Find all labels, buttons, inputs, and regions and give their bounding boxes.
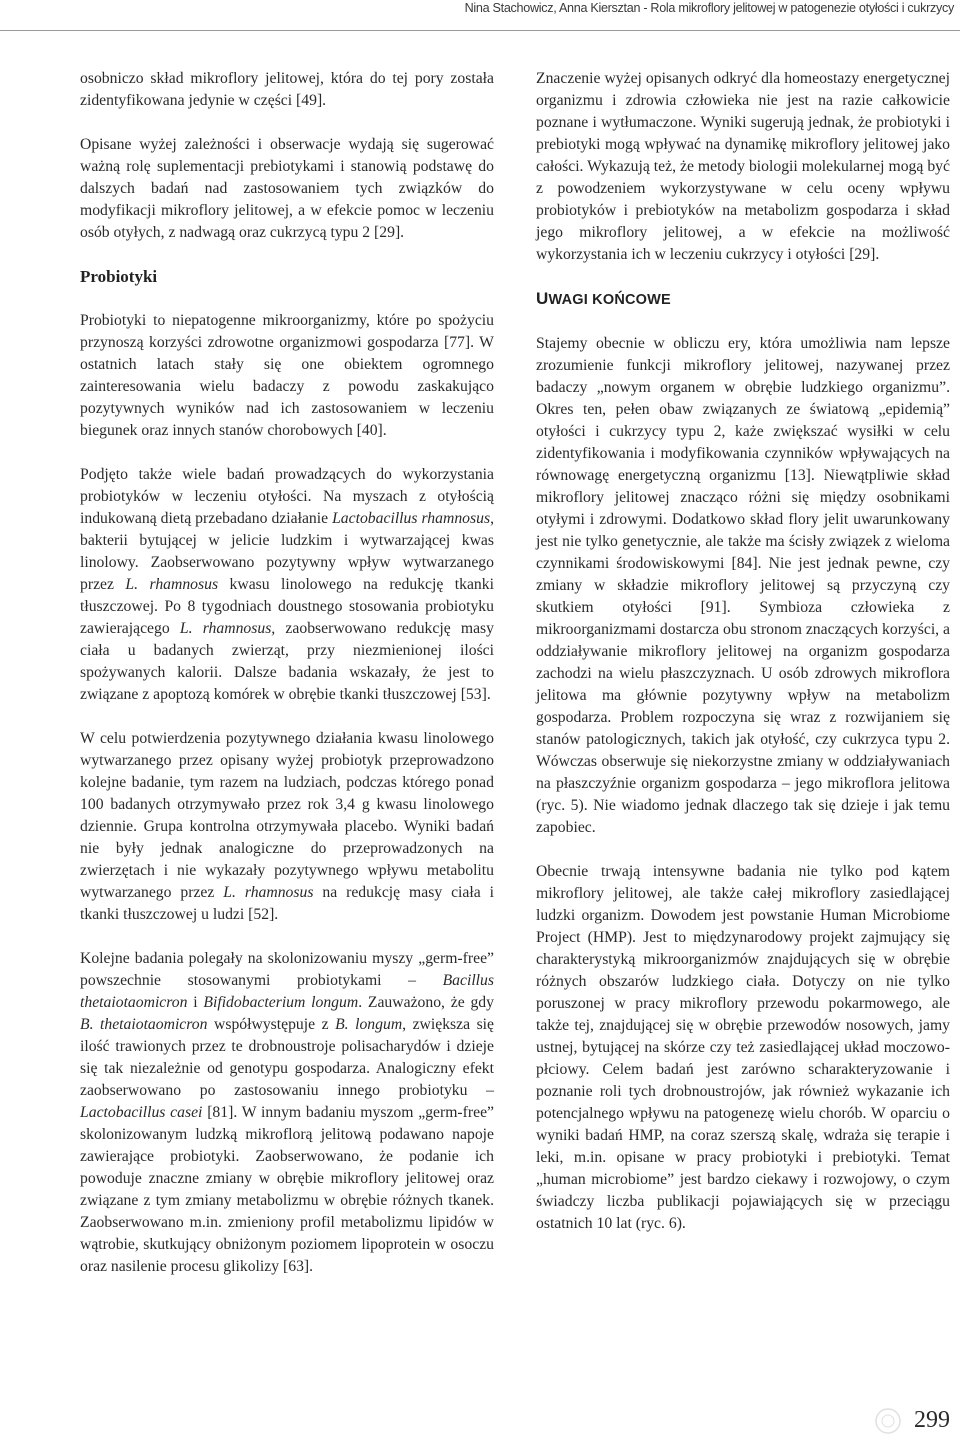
- text-run: , bakterii bytującej w jelicie ludzkim i wytwarzającej kwas linolowy. Zaobserwowano pozytywny wpływ wytwarzanego przez: [80, 510, 494, 593]
- species-name: B. longum: [335, 1016, 403, 1033]
- text-run: na redukcję masy ciała i tkanki tłuszczowej u ludzi [52].: [80, 884, 494, 923]
- text-run: współwystępuje z: [207, 1016, 336, 1033]
- right-column: [536, 68, 950, 1235]
- paragraph-intro: osobniczo skład mikroflory jelitowej, która do tej pory została zidentyfikowana jedynie w części [49].: [80, 70, 494, 109]
- paragraph-conclusions: Stajemy obecnie w obliczu ery, która umożliwia nam lepsze zrozumienie funkcji mikroflory jelitowej, nazywanej przez badaczy „nowym organem w obrębie ludzkiego organizmu”. Okres ten, pełen obaw związanych ze światową „epidemią” otyłości i cukrzycy typu 2, każe zwiększać wysiłki w celu zidentyfikowania i modyfikowania czynników wpływających na równowagę energetyczną organizmu [13]. Niewątpliwie skład mikroflory jelitowej znacząco różni się między osobnikami otyłymi i zdrowymi. Dodatkowo skład flory jelit uwarunkowany jest nie tylko genetycznie, ale także ma ścisły związek z wieloma czynnikami środowiskowymi [84]. Nie jest jednak pewne, czy zmiany w składzie mikroflory jelitowej są przyczyną czy skutkiem otyłości [91]. Symbioza człowieka z mikroorganizmami dostarcza obu stronom znaczących korzyści, a oddziaływanie mikroflory jelitowej na organizm gospodarza zachodzi na wielu płaszczyznach. U osób zdrowych mikroflora jelitowa ma głównie pozytywny wpływ na metabolizm gospodarza. Problem rozpoczyna się wraz z rozwijaniem się stanów patologicznych, takich jak otyłość, czy cukrzyca typu 2. Wówczas obserwuje się niekorzystne zmiany w oddziaływaniach na płaszczyźnie organizm gospodarza – jego mikroflora jelitowa (ryc. 5). Nie wiadomo jednak dlaczego tak się dzieje i jak temu zapobiec.: [536, 335, 950, 836]
- watermark-icon: [868, 1406, 908, 1436]
- species-name: L. rhamnosus: [223, 884, 314, 901]
- species-name: Bacillus thetaiotaomicron: [80, 972, 494, 1011]
- paragraph-human-study: [80, 728, 494, 926]
- text-run: Kolejne badania polegały na skolonizowaniu myszy „germ-free” powszechnie stosowanymi probiotykami –: [80, 950, 494, 989]
- paragraph-germ-free-mice: [80, 948, 494, 1278]
- paragraph-significance: Znaczenie wyżej opisanych odkryć dla homeostazy energetycznej organizmu i zdrowia człowieka nie jest na razie całkowicie poznane i wytłumaczone. Wyniki sugerują jednak, że probiotyki i prebiotyki mogą wpływać na dynamikę mikroflory jelitowej jako całości. Wykazują też, że metody biologii molekularnej mogą być z powodzeniem wykorzystywane w celu oceny wpływu probiotyków i prebiotyków na metabolizm gospodarza i skład jego mikroflory jelitowej, a w efekcie na możliwość wykorzystania ich w leczeniu cukrzycy i otyłości [29].: [536, 70, 950, 263]
- species-name: Lactobacillus casei: [80, 1104, 203, 1121]
- running-head: [0, 0, 960, 38]
- paragraph-hmp: Obecnie trwają intensywne badania nie tylko pod kątem mikroflory jelitowej, ale także całej mikroflory zasiedlającej ludzki organizm. Dowodem jest powstanie Human Microbiome Project (HMP). Jest to międzynarodowy projekt zajmujący się charakterystyką mikroorganizmów znajdujących się w obrębie różnych obszarów ludzkiego ciała. Dotyczy on nie tylko poruszonej w pracy mikroflory przewodu pokarmowego, ale także tej, znajdującej się w obrębie przewodów nosowych, jamy ustnej, bytującej na skórze czy też zasiedlającej układ moczowo-płciowy. Celem badań jest zarówno scharakteryzowanie i poznanie roli tych drobnoustrojów, jak również wykazanie ich potencjalnego wpływu na patogenezę wielu chorób. W oparciu o wyniki badań HMP, na coraz szerszą skalę, wdraża się terapie i leki, m.in. opisane w pracy probiotyki i prebiotyki. Temat „human microbiome” jest bardzo ciekawy i rozwojowy, o czym świadczy liczba publikacji pojawiających się w przeciągu ostatnich 10 lat (ryc. 6).: [536, 863, 950, 1232]
- text-run: zaobserwowano redukcję masy ciała u badanych zwierząt, przy niezmienionej ilości spożywanych kalorii. Dalsze badania wskazały, że jest to związane z apoptozą komórek w obrębie tkanki tłuszczowej [53].: [80, 620, 494, 703]
- text-run: [81]. W innym badaniu myszom „germ-free” skolonizowanym ludzką mikroflorą jelitową podawano napoje zawierające probiotyki. Zaobserwowano, że podanie ich powoduje znaczne zmiany w obrębie mikroflory jelitowej oraz związane z tym zmiany metabolizmu w obrębie różnych tkanek. Zaobserwowano m.in. zmieniony profil metabolizmu lipidów w wątrobie, skutkujący obniżonym poziomem lipoprotein w osoczu oraz nasilenie procesu glikolizy [63].: [80, 1104, 494, 1275]
- text-run: kwasu linolowego na redukcję tkanki tłuszczowej. Po 8 tygodniach doustnego stosowania probiotyku zawierającego: [80, 576, 494, 637]
- species-name: Lactobacillus rhamnosus: [332, 510, 491, 527]
- species-name: Bifidobacterium longum: [203, 994, 359, 1011]
- left-column: [80, 68, 494, 1278]
- text-run: Podjęto także wiele badań prowadzących do wykorzystania probiotyków w leczeniu otyłości. Na myszach z otyłością indukowaną dietą przebadano działanie: [80, 466, 494, 527]
- species-name: B. thetaiotaomicron: [80, 1016, 208, 1033]
- species-name: L. rhamnosus,: [179, 620, 276, 637]
- text-run: , zwiększa się ilość trawionych przez te drobnoustroje polisacharydów i dzieje się tak niezależnie od genotypu gospodarza. Analogiczny efekt zaobserwowano po zastosowaniu innego probiotyku –: [80, 1016, 495, 1099]
- heading-rest: WAGI KOŃCOWE: [548, 292, 671, 308]
- paragraph-prebiotics-summary: Opisane wyżej zależności i obserwacje wydają się sugerować ważną rolę suplementacji prebiotykami i stanowią podstawę do dalszych badań nad zastosowaniem tych związków do modyfikacji mikroflory jelitowej, a w efekcie pomoc w leczeniu osób otyłych, z nadwagą oraz cukrzycą typu 2 [29].: [80, 136, 494, 241]
- section-heading-probiotyki: Probiotyki: [80, 267, 158, 286]
- section-heading-uwagi-koncowe: [536, 288, 950, 311]
- heading-initial: U: [536, 289, 549, 308]
- page-number: 299: [914, 1407, 950, 1433]
- running-head-text: Nina Stachowicz, Anna Kiersztan - Rola mikroflory jelitowej w patogenezie otyłości i cukrzycy: [464, 1, 954, 15]
- text-run: i: [187, 994, 204, 1011]
- paragraph-probiotics-definition: Probiotyki to niepatogenne mikroorganizmy, które po spożyciu przynoszą korzyści zdrowotne organizmowi gospodarza [77]. W ostatnich latach stały się one obiektem ogromnego zainteresowania wielu badaczy z powodu zaskakująco pozytywnych wyników nad ich zastosowaniem w leczeniu biegunek oraz innych stanów chorobowych [40].: [80, 312, 494, 439]
- species-name: L. rhamnosus: [125, 576, 219, 593]
- header-rule: [0, 30, 960, 31]
- paragraph-probiotics-obesity: [80, 464, 494, 706]
- text-run: W celu potwierdzenia pozytywnego działania kwasu linolowego wytwarzanego przez opisany wyżej probiotyk przeprowadzono kolejne badanie, tym razem na ludziach, podczas którego ponad 100 badanych otrzymywało przez rok 3,4 g kwasu linolowego dziennie. Grupa kontrolna otrzymywała placebo. Wyniki badań nie były jednak analogiczne do przeprowadzonych na zwierzętach i nie wykazały pozytywnego wpływu metabolitu wytwarzanego przez: [80, 730, 494, 901]
- text-run: . Zauważono, że gdy: [358, 994, 494, 1011]
